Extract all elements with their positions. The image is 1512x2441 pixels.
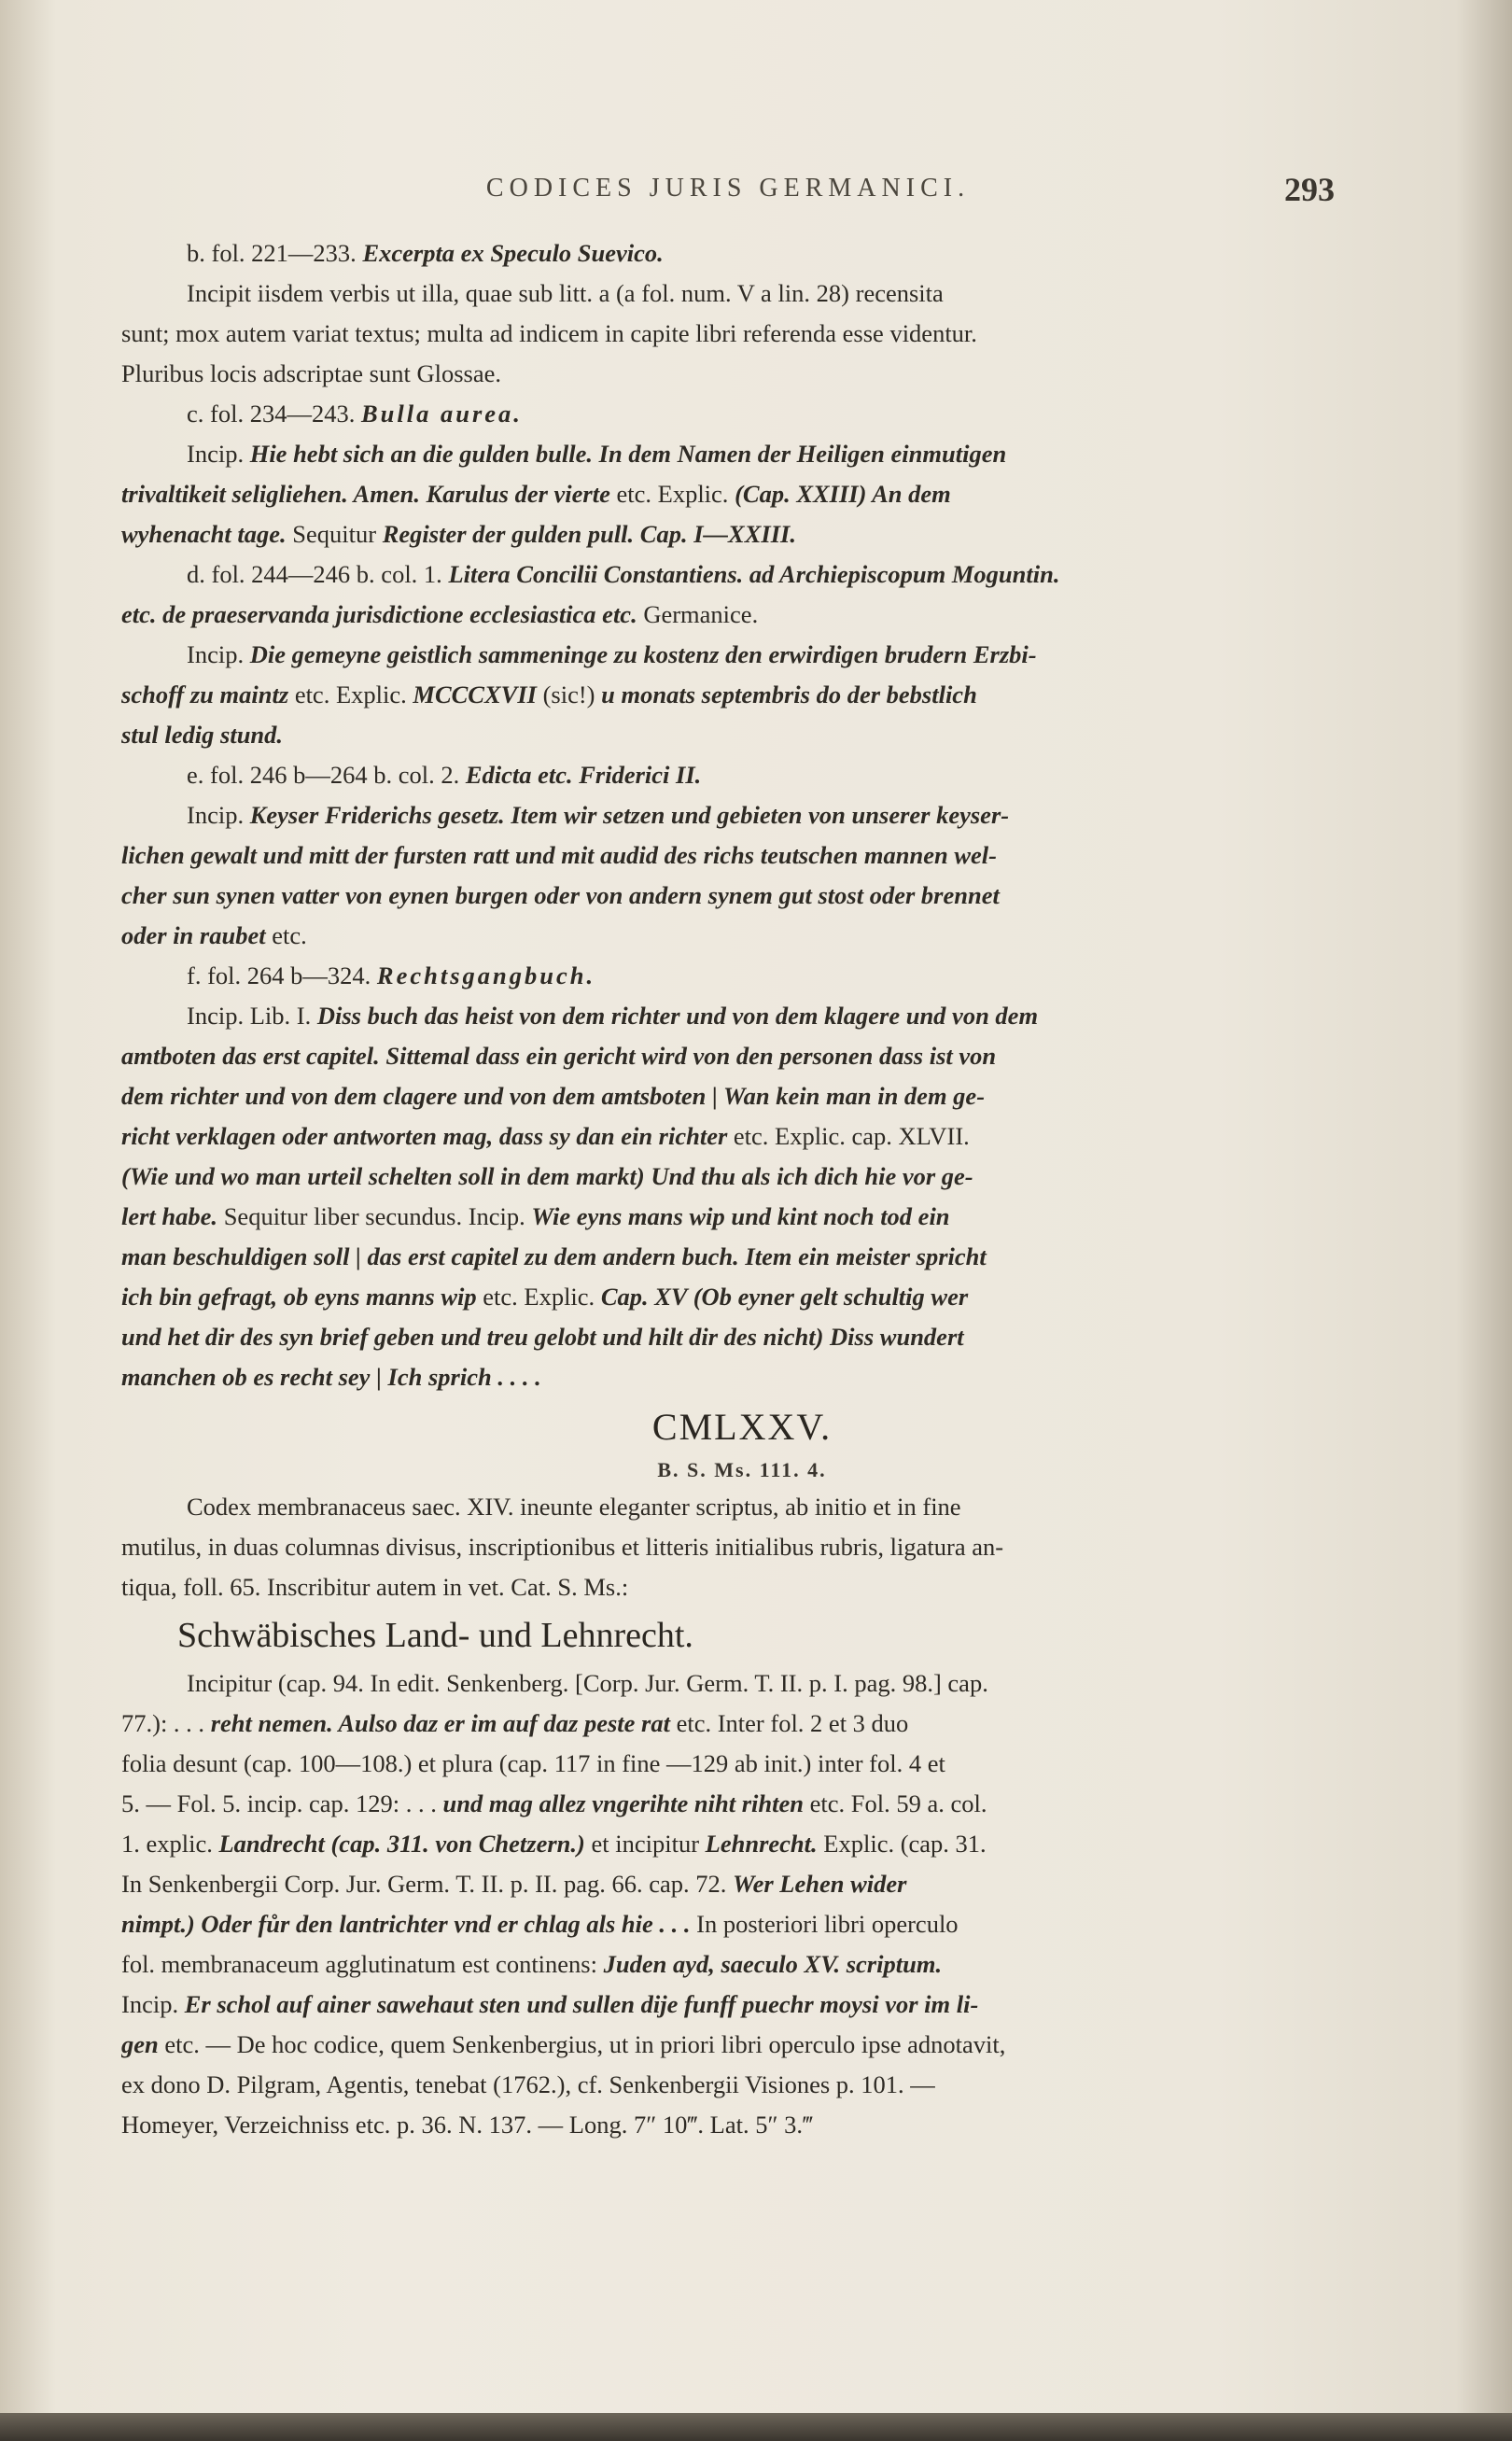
catalogue-entry-continued [121, 233, 1363, 1397]
roman-text: etc. [265, 921, 307, 949]
italic-text: man beschuldigen soll | das erst capitel zu dem andern buch. Item ein meister spricht [121, 1242, 987, 1270]
italic-text: lert habe. [121, 1202, 218, 1230]
text-line [121, 755, 1363, 795]
text-line [121, 354, 1363, 394]
text-line [121, 1116, 1363, 1157]
text-line [121, 1944, 1363, 1985]
roman-text: Incip. Lib. I. [187, 1002, 317, 1030]
text-line [121, 1076, 1363, 1116]
italic-text: u monats septembris do der bebstlich [601, 680, 977, 708]
italic-text: dem richter und von dem clagere und von dem amtsboten | Wan kein man in dem ge- [121, 1082, 986, 1110]
italic-text: Hie hebt sich an die gulden bulle. In dem Namen der Heiligen einmutigen [249, 440, 1007, 468]
roman-text: Homeyer, Verzeichniss etc. p. 36. N. 137. — Long. 7″ 10‴. Lat. 5″ 3.‴ [121, 2111, 814, 2139]
text-line [121, 635, 1363, 675]
roman-text: f. fol. 264 b—324. [187, 961, 377, 989]
italic-text: oder in raubet [121, 921, 266, 949]
text-line [121, 1527, 1363, 1567]
text-line [121, 675, 1363, 715]
text-line [121, 1357, 1363, 1397]
text-line [121, 1704, 1363, 1744]
text-line [121, 233, 1363, 274]
page-bottom-edge [0, 2413, 1512, 2441]
italic-text: MCCCXVII [413, 680, 537, 708]
page-number: 293 [1284, 171, 1335, 208]
text-line [121, 1487, 1363, 1527]
roman-text: 1. explic. [121, 1830, 219, 1858]
text-line [121, 876, 1363, 916]
italic-text: und het dir des syn brief geben und treu gelobt und hilt dir des nicht) Diss wundert [121, 1323, 964, 1351]
italic-text: Diss buch das heist von dem richter und von dem klagere und von dem [316, 1002, 1039, 1030]
italic-text: etc. de praeservanda jurisdictione ecclesiastica etc. [121, 600, 637, 628]
text-line [121, 1197, 1363, 1237]
italic-text: und mag allez vngerihte niht rihten [442, 1789, 805, 1817]
text-line [121, 554, 1363, 595]
roman-text: Sequitur [286, 520, 383, 548]
roman-text: (sic!) [536, 680, 602, 708]
roman-text: etc. Fol. 59 a. col. [804, 1789, 987, 1817]
italic-text: reht nemen. Aulso daz er im auf daz peste rat [210, 1709, 670, 1737]
roman-text: e. fol. 246 b—264 b. col. 2. [187, 761, 466, 789]
italic-text: Landrecht (cap. 311. von Chetzern.) [218, 1830, 585, 1858]
text-line [121, 1824, 1363, 1864]
text-line [121, 1864, 1363, 1904]
text-line [121, 715, 1363, 755]
roman-text: etc. Explic. [288, 680, 413, 708]
text-line [121, 916, 1363, 956]
roman-text: Incip. [187, 640, 250, 668]
italic-text: Litera Concilii Constantiens. ad Archiepiscopum Moguntin. [448, 560, 1060, 588]
roman-text: 5. — Fol. 5. incip. cap. 129: . . . [121, 1789, 443, 1817]
text-line [121, 1663, 1363, 1704]
italic-text: Bulla aurea. [360, 400, 523, 428]
codex-title: Schwäbisches Land- und Lehnrecht. [177, 1616, 693, 1655]
text-line [121, 274, 1363, 314]
italic-text: gen [121, 2030, 159, 2058]
roman-text: In Senkenbergii Corp. Jur. Germ. T. II. p. II. pag. 66. cap. 72. [121, 1870, 734, 1898]
italic-text: Keyser Friderichs gesetz. Item wir setzen und gebieten von unserer keyser- [249, 801, 1010, 829]
italic-text: lichen gewalt und mitt der fursten ratt und mit audid des richs teutschen mannen wel- [121, 841, 997, 869]
text-line [121, 1985, 1363, 2025]
italic-text: cher sun synen vatter von eynen burgen oder von andern synem gut stost oder brennet [121, 881, 1000, 909]
italic-text: Excerpta ex Speculo Suevico. [362, 239, 664, 267]
italic-text: manchen ob es recht sey | Ich sprich . . . . [121, 1363, 541, 1391]
text-line [121, 394, 1363, 434]
roman-text: Explic. (cap. 31. [817, 1830, 987, 1858]
text-line [121, 1317, 1363, 1357]
text-line [121, 835, 1363, 876]
text-line [121, 434, 1363, 474]
codex-contents [121, 1663, 1363, 2145]
text-line [121, 956, 1363, 996]
italic-text: Wer Lehen wider [733, 1870, 907, 1898]
roman-text: ex dono D. Pilgram, Agentis, tenebat (1762.), cf. Senkenbergii Visiones p. 101. — [121, 2070, 935, 2098]
roman-text: 77.): . . . [121, 1709, 211, 1737]
text-line [121, 2025, 1363, 2065]
roman-text: c. fol. 234—243. [187, 400, 361, 428]
text-line [121, 1277, 1363, 1317]
text-line [121, 1904, 1363, 1944]
text-line [121, 514, 1363, 554]
roman-text: Pluribus locis adscriptae sunt Glossae. [121, 359, 502, 387]
roman-text: d. fol. 244—246 b. col. 1. [187, 560, 449, 588]
roman-text: etc. — De hoc codice, quem Senkenbergius, ut in priori libri operculo ipse adnotavit, [158, 2030, 1006, 2058]
codex-description [121, 1487, 1363, 1607]
roman-text: Germanice. [637, 600, 759, 628]
text-line [121, 1157, 1363, 1197]
roman-text: Incipitur (cap. 94. In edit. Senkenberg. [Corp. Jur. Germ. T. II. p. I. pag. 98.] cap. [187, 1669, 988, 1697]
roman-text: folia desunt (cap. 100—108.) et plura (cap. 117 in fine —129 ab init.) inter fol. 4 et [121, 1749, 945, 1777]
text-line [121, 595, 1363, 635]
text-line [121, 2105, 1363, 2145]
page-header [121, 170, 1335, 217]
text-line [121, 1744, 1363, 1784]
shelfmark: B. S. Ms. 111. 4. [657, 1458, 827, 1481]
roman-text: fol. membranaceum agglutinatum est continens: [121, 1950, 604, 1978]
roman-text: Incip. [121, 1990, 185, 2018]
roman-text: etc. Explic. cap. XLVII. [727, 1122, 970, 1150]
italic-text: Edicta etc. Friderici II. [465, 761, 702, 789]
italic-text: (Cap. XXIII) An dem [735, 480, 951, 508]
text-line [121, 474, 1363, 514]
italic-text: stul ledig stund. [121, 721, 284, 749]
roman-text: et incipitur [584, 1830, 706, 1858]
roman-text: etc. Explic. [609, 480, 735, 508]
italic-text: Rechtsgangbuch. [376, 961, 596, 989]
italic-text: ich bin gefragt, ob eyns manns wip [121, 1283, 477, 1311]
roman-text: Incipit iisdem verbis ut illa, quae sub litt. a (a fol. num. V a lin. 28) recensita [187, 279, 944, 307]
text-line [121, 1237, 1363, 1277]
running-title: CODICES JURIS GERMANICI. [485, 174, 971, 203]
roman-text: Incip. [187, 801, 250, 829]
text-line [121, 795, 1363, 835]
text-line [121, 314, 1363, 354]
roman-text: etc. Inter fol. 2 et 3 duo [669, 1709, 909, 1737]
roman-text: b. fol. 221—233. [187, 239, 363, 267]
text-line [121, 996, 1363, 1036]
italic-text: Wie eyns mans wip und kint noch tod ein [531, 1202, 950, 1230]
roman-text: Codex membranaceus saec. XIV. ineunte eleganter scriptus, ab initio et in fine [187, 1493, 961, 1521]
roman-text: sunt; mox autem variat textus; multa ad indicem in capite libri referenda esse videntur. [121, 319, 977, 347]
italic-text: amtboten das erst capitel. Sittemal dass ein gericht wird von den personen dass ist von [121, 1042, 997, 1070]
italic-text: schoff zu maintz [121, 680, 289, 708]
text-line [121, 1567, 1363, 1607]
italic-text: Die gemeyne geistlich sammeninge zu kostenz den erwirdigen brudern Erzbi- [249, 640, 1037, 668]
text-line [121, 1784, 1363, 1824]
roman-text: mutilus, in duas columnas divisus, inscriptionibus et litteris initialibus rubris, ligatura an- [121, 1533, 1004, 1561]
roman-text: etc. Explic. [476, 1283, 601, 1311]
roman-text: tiqua, foll. 65. Inscribitur autem in vet. Cat. S. Ms.: [121, 1573, 629, 1601]
italic-text: nimpt.) Oder fůr den lantrichter vnd er chlag als hie . . . [121, 1910, 691, 1938]
text-line [121, 1036, 1363, 1076]
italic-text: Register der gulden pull. Cap. I—XXIII. [382, 520, 796, 548]
italic-text: Lehnrecht. [705, 1830, 818, 1858]
text-line [121, 2065, 1363, 2105]
page-body [121, 233, 1363, 2145]
entry-heading: CMLXXV. [651, 1406, 833, 1448]
roman-text: Sequitur liber secundus. Incip. [217, 1202, 532, 1230]
roman-text: Incip. [187, 440, 250, 468]
italic-text: Er schol auf ainer sawehaut sten und sullen dije funff puechr moysi vor im li- [184, 1990, 979, 2018]
italic-text: wyhenacht tage. [121, 520, 287, 548]
italic-text: trivaltikeit seligliehen. Amen. Karulus der vierte [121, 480, 610, 508]
italic-text: Cap. XV (Ob eyner gelt schultig wer [600, 1283, 969, 1311]
italic-text: Juden ayd, saeculo XV. scriptum. [603, 1950, 943, 1978]
italic-text: richt verklagen oder antworten mag, dass sy dan ein richter [121, 1122, 728, 1150]
roman-text: In posteriori libri operculo [690, 1910, 959, 1938]
italic-text: (Wie und wo man urteil schelten soll in dem markt) Und thu als ich dich hie vor ge- [121, 1162, 973, 1190]
